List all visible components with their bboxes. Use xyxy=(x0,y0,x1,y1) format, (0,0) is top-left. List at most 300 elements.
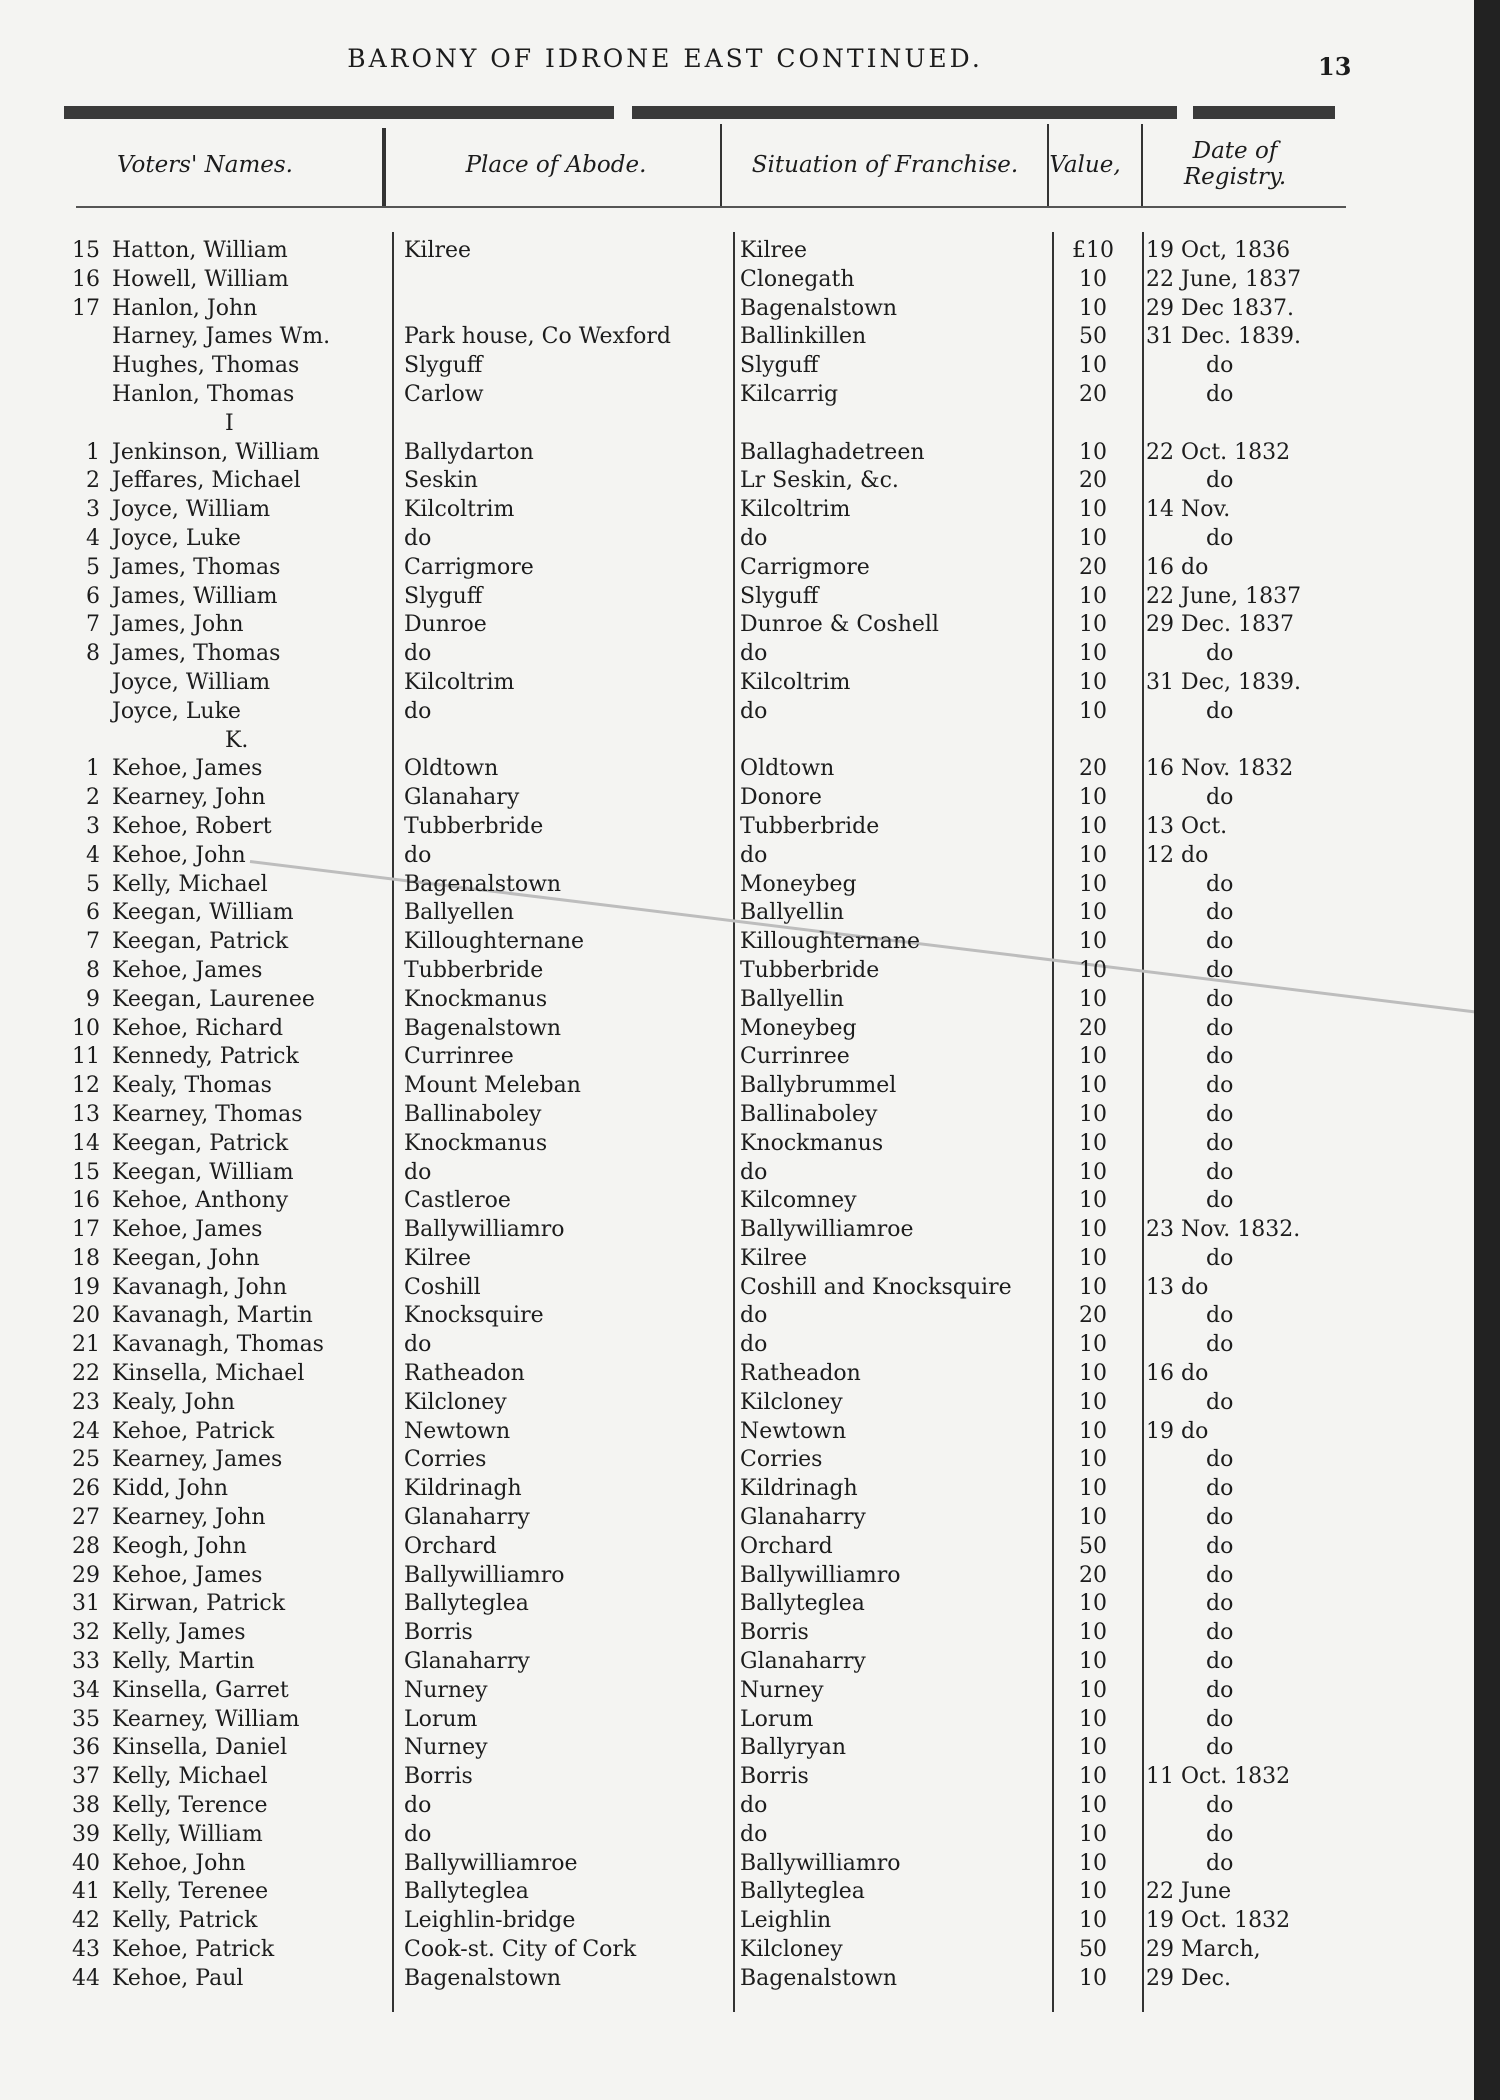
situation-of-franchise: Ballyellin xyxy=(740,900,845,926)
value: £10 xyxy=(1072,238,1114,263)
date-of-registry: do xyxy=(1206,1649,1234,1675)
table-row xyxy=(0,1302,1474,1331)
value: 20 xyxy=(1079,468,1107,494)
situation-of-franchise: Ratheadon xyxy=(740,1361,861,1387)
place-of-abode: Park house, Co Wexford xyxy=(404,324,671,350)
place-of-abode: Orchard xyxy=(404,1533,497,1559)
voter-number: 23 xyxy=(72,1389,100,1415)
place-of-abode: Dunroe xyxy=(404,612,487,638)
date-of-registry: 23 Nov. 1832. xyxy=(1146,1217,1301,1243)
voter-name: Kinsella, Michael xyxy=(112,1361,305,1387)
table-row xyxy=(0,957,1474,986)
situation-of-franchise: Ballywilliamro xyxy=(740,1850,901,1876)
voter-name: Kirwan, Patrick xyxy=(112,1591,286,1617)
table-row xyxy=(0,1389,1474,1418)
voter-name: Kinsella, Daniel xyxy=(112,1735,288,1761)
place-of-abode: Ballyellen xyxy=(404,900,515,926)
voter-name: Hanlon, John xyxy=(112,295,258,321)
table-row xyxy=(0,698,1474,727)
table-row xyxy=(0,1446,1474,1475)
table-row xyxy=(0,842,1474,871)
situation-of-franchise: Moneybeg xyxy=(740,1015,857,1041)
value: 10 xyxy=(1079,641,1107,667)
voter-number: 6 xyxy=(86,900,100,926)
voter-name: James, William xyxy=(112,583,278,609)
running-head: BARONY OF IDRONE EAST CONTINUED. xyxy=(347,44,983,73)
voter-number: 4 xyxy=(86,842,100,868)
table-row xyxy=(0,1360,1474,1389)
value: 20 xyxy=(1079,756,1107,782)
value: 10 xyxy=(1079,295,1107,321)
table-row xyxy=(0,1245,1474,1274)
date-of-registry: do xyxy=(1206,1044,1234,1070)
value: 10 xyxy=(1079,1965,1107,1991)
voter-name: Kelly, Michael xyxy=(112,871,268,897)
voter-name: Joyce, William xyxy=(112,497,271,523)
table-row xyxy=(0,467,1474,496)
value: 10 xyxy=(1079,871,1107,897)
situation-of-franchise: do xyxy=(740,1159,768,1185)
voter-number: 37 xyxy=(72,1764,100,1790)
table-row xyxy=(0,1015,1474,1044)
voter-number: 17 xyxy=(72,1217,100,1243)
voter-number: 3 xyxy=(86,497,100,523)
voter-name: Kavanagh, Martin xyxy=(112,1303,313,1329)
table-row xyxy=(0,1792,1474,1821)
voter-name: Kearney, James xyxy=(112,1447,283,1473)
table-row xyxy=(0,813,1474,842)
value: 10 xyxy=(1079,698,1107,724)
voter-name: Kennedy, Patrick xyxy=(112,1044,299,1070)
voter-name: Hughes, Thomas xyxy=(112,353,300,379)
date-of-registry: 13 Oct. xyxy=(1146,813,1228,839)
value: 10 xyxy=(1079,439,1107,465)
place-of-abode: do xyxy=(404,1821,432,1847)
place-of-abode: Ratheadon xyxy=(404,1361,525,1387)
voter-number: 18 xyxy=(72,1245,100,1271)
situation-of-franchise: Ballywilliamro xyxy=(740,1562,901,1588)
voter-number: 17 xyxy=(72,295,100,321)
value: 10 xyxy=(1079,957,1107,983)
voter-number: 20 xyxy=(72,1303,100,1329)
voter-name: Kelly, Martin xyxy=(112,1649,255,1675)
voter-name: Keegan, Patrick xyxy=(112,929,289,955)
table-row xyxy=(0,1043,1474,1072)
date-of-registry: 13 do xyxy=(1146,1274,1209,1300)
voter-name: Keegan, Patrick xyxy=(112,1130,289,1156)
voter-name: Kehoe, James xyxy=(112,1217,263,1243)
header-rule xyxy=(632,106,1177,119)
date-of-registry: do xyxy=(1206,986,1234,1012)
situation-of-franchise: Bagenalstown xyxy=(740,295,898,321)
table-row xyxy=(0,1850,1474,1879)
table-row xyxy=(0,899,1474,928)
situation-of-franchise: Currinree xyxy=(740,1044,850,1070)
date-of-registry: do xyxy=(1206,785,1234,811)
voter-number: 3 xyxy=(86,813,100,839)
voter-number: 28 xyxy=(72,1533,100,1559)
value: 10 xyxy=(1079,1332,1107,1358)
voter-name: Kavanagh, Thomas xyxy=(112,1332,324,1358)
voter-name: Kearney, John xyxy=(112,1505,266,1531)
date-of-registry: do xyxy=(1206,1562,1234,1588)
situation-of-franchise: Kilcloney xyxy=(740,1389,843,1415)
situation-of-franchise: Slyguff xyxy=(740,353,819,379)
situation-of-franchise: Nurney xyxy=(740,1677,824,1703)
situation-of-franchise: Knockmanus xyxy=(740,1130,884,1156)
place-of-abode: Borris xyxy=(404,1764,473,1790)
situation-of-franchise: Killoughternane xyxy=(740,929,921,955)
voter-name: Kehoe, John xyxy=(112,842,246,868)
table-row xyxy=(0,1763,1474,1792)
voter-number: 33 xyxy=(72,1649,100,1675)
value: 10 xyxy=(1079,1505,1107,1531)
place-of-abode: Ballydarton xyxy=(404,439,534,465)
voter-name: Keegan, William xyxy=(112,900,294,926)
situation-of-franchise: Glanaharry xyxy=(740,1649,866,1675)
date-of-registry: 29 Dec 1837. xyxy=(1146,295,1294,321)
value: 50 xyxy=(1079,1937,1107,1963)
voter-name: Keegan, John xyxy=(112,1245,260,1271)
table-row xyxy=(0,1274,1474,1303)
place-of-abode: Seskin xyxy=(404,468,478,494)
section-letter-row xyxy=(0,727,1474,756)
voter-name: Joyce, Luke xyxy=(112,698,241,724)
date-of-registry: do xyxy=(1206,1188,1234,1214)
voter-number: 12 xyxy=(72,1073,100,1099)
table-row xyxy=(0,554,1474,583)
table-row xyxy=(0,1418,1474,1447)
place-of-abode: Corries xyxy=(404,1447,487,1473)
place-of-abode: Knocksquire xyxy=(404,1303,544,1329)
table-row xyxy=(0,1101,1474,1130)
situation-of-franchise: Ballybrummel xyxy=(740,1073,897,1099)
value: 10 xyxy=(1079,929,1107,955)
date-of-registry: do xyxy=(1206,1850,1234,1876)
voter-number: 25 xyxy=(72,1447,100,1473)
voter-number: 5 xyxy=(86,871,100,897)
situation-of-franchise: Dunroe & Coshell xyxy=(740,612,939,638)
situation-of-franchise: Kilcarrig xyxy=(740,381,839,407)
date-of-registry: 31 Dec, 1839. xyxy=(1146,669,1301,695)
table-row xyxy=(0,439,1474,468)
date-of-registry: do xyxy=(1206,957,1234,983)
situation-of-franchise: Kilree xyxy=(740,1245,808,1271)
place-of-abode: Bagenalstown xyxy=(404,1015,562,1041)
voter-number: 1 xyxy=(86,756,100,782)
place-of-abode: Nurney xyxy=(404,1735,488,1761)
value: 10 xyxy=(1079,1476,1107,1502)
situation-of-franchise: Orchard xyxy=(740,1533,833,1559)
voter-number: 39 xyxy=(72,1821,100,1847)
voter-number: 16 xyxy=(72,266,100,292)
voter-number: 14 xyxy=(72,1130,100,1156)
place-of-abode: Lorum xyxy=(404,1706,478,1732)
situation-of-franchise: Kilcoltrim xyxy=(740,669,851,695)
date-of-registry: do xyxy=(1206,353,1234,379)
date-of-registry: 19 Oct. 1832 xyxy=(1146,1908,1291,1934)
voter-number: 34 xyxy=(72,1677,100,1703)
date-of-registry: 11 Oct. 1832 xyxy=(1146,1764,1291,1790)
value: 10 xyxy=(1079,900,1107,926)
value: 10 xyxy=(1079,1706,1107,1732)
situation-of-franchise: Tubberbride xyxy=(740,813,880,839)
situation-of-franchise: Oldtown xyxy=(740,756,835,782)
place-of-abode: Glanahary xyxy=(404,785,520,811)
date-of-registry: 22 June, 1837 xyxy=(1146,266,1302,292)
place-of-abode: Kilree xyxy=(404,238,472,263)
situation-of-franchise: Kilree xyxy=(740,238,808,263)
value: 50 xyxy=(1079,1533,1107,1559)
place-of-abode: Glanaharry xyxy=(404,1505,530,1531)
place-of-abode: Knockmanus xyxy=(404,1130,548,1156)
table-row xyxy=(0,1562,1474,1591)
situation-of-franchise: do xyxy=(740,1303,768,1329)
situation-of-franchise: Borris xyxy=(740,1764,809,1790)
place-of-abode: Oldtown xyxy=(404,756,499,782)
place-of-abode: Kilcoltrim xyxy=(404,497,515,523)
place-of-abode: do xyxy=(404,525,432,551)
value: 10 xyxy=(1079,1245,1107,1271)
place-of-abode: Ballywilliamro xyxy=(404,1562,565,1588)
voter-name: Kehoe, Paul xyxy=(112,1965,244,1991)
date-of-registry: do xyxy=(1206,468,1234,494)
value: 10 xyxy=(1079,1649,1107,1675)
date-of-registry: 14 Nov. xyxy=(1146,497,1231,523)
voter-name: James, John xyxy=(112,612,244,638)
value: 10 xyxy=(1079,266,1107,292)
table-row xyxy=(0,1072,1474,1101)
situation-of-franchise: do xyxy=(740,641,768,667)
situation-of-franchise: Kildrinagh xyxy=(740,1476,858,1502)
place-of-abode: do xyxy=(404,842,432,868)
voter-name: Keegan, Laurenee xyxy=(112,986,315,1012)
situation-of-franchise: do xyxy=(740,698,768,724)
table-row xyxy=(0,237,1474,266)
table-row xyxy=(0,1907,1474,1936)
situation-of-franchise: Tubberbride xyxy=(740,957,880,983)
voter-name: Jeffares, Michael xyxy=(112,468,301,494)
value: 50 xyxy=(1079,324,1107,350)
table-row xyxy=(0,1878,1474,1907)
date-of-registry: do xyxy=(1206,1073,1234,1099)
table-row xyxy=(0,1475,1474,1504)
date-of-registry: 16 Nov. 1832 xyxy=(1146,756,1294,782)
table-row xyxy=(0,295,1474,324)
date-of-registry: 31 Dec. 1839. xyxy=(1146,324,1301,350)
column-header-place-of-abode: Place of Abode. xyxy=(465,152,647,178)
voter-name: Kelly, William xyxy=(112,1821,263,1847)
value: 20 xyxy=(1079,1015,1107,1041)
place-of-abode: Slyguff xyxy=(404,583,483,609)
voter-name: Kehoe, James xyxy=(112,1562,263,1588)
date-of-registry: do xyxy=(1206,929,1234,955)
voter-name: Hanlon, Thomas xyxy=(112,381,295,407)
table-row xyxy=(0,928,1474,957)
table-row xyxy=(0,525,1474,554)
value: 10 xyxy=(1079,1677,1107,1703)
situation-of-franchise: Glanaharry xyxy=(740,1505,866,1531)
voter-number: 6 xyxy=(86,583,100,609)
voter-number: 32 xyxy=(72,1620,100,1646)
voter-number: 2 xyxy=(86,468,100,494)
situation-of-franchise: Ballinkillen xyxy=(740,324,867,350)
column-header-situation-of-franchise: Situation of Franchise. xyxy=(751,152,1019,178)
voter-name: Kehoe, Richard xyxy=(112,1015,284,1041)
table-row xyxy=(0,1590,1474,1619)
place-of-abode: Ballywilliamroe xyxy=(404,1850,578,1876)
value: 10 xyxy=(1079,1217,1107,1243)
value: 10 xyxy=(1079,1073,1107,1099)
situation-of-franchise: Bagenalstown xyxy=(740,1965,898,1991)
voter-name: Kehoe, John xyxy=(112,1850,246,1876)
place-of-abode: Currinree xyxy=(404,1044,514,1070)
date-of-registry: do xyxy=(1206,900,1234,926)
voter-number: 44 xyxy=(72,1965,100,1991)
voter-number: 5 xyxy=(86,554,100,580)
voter-name: Kelly, Terence xyxy=(112,1793,268,1819)
voter-name: James, Thomas xyxy=(112,554,281,580)
place-of-abode: Kilcoltrim xyxy=(404,669,515,695)
place-of-abode: Mount Meleban xyxy=(404,1073,581,1099)
place-of-abode: do xyxy=(404,1159,432,1185)
voter-number: 38 xyxy=(72,1793,100,1819)
value: 10 xyxy=(1079,612,1107,638)
value: 10 xyxy=(1079,1188,1107,1214)
place-of-abode: Leighlin-bridge xyxy=(404,1908,576,1934)
date-of-registry: 22 Oct. 1832 xyxy=(1146,439,1291,465)
voter-name: Kelly, Patrick xyxy=(112,1908,258,1934)
table-row xyxy=(0,1216,1474,1245)
table-row xyxy=(0,755,1474,784)
date-of-registry: do xyxy=(1206,1130,1234,1156)
voter-name: Kehoe, James xyxy=(112,756,263,782)
voter-number: 24 xyxy=(72,1418,100,1444)
place-of-abode: Killoughternane xyxy=(404,929,585,955)
place-of-abode: Kildrinagh xyxy=(404,1476,522,1502)
table-row xyxy=(0,784,1474,813)
place-of-abode: Ballyteglea xyxy=(404,1879,529,1905)
table-row xyxy=(0,1648,1474,1677)
situation-of-franchise: do xyxy=(740,842,768,868)
date-of-registry: do xyxy=(1206,525,1234,551)
place-of-abode: Castleroe xyxy=(404,1188,511,1214)
table-row xyxy=(0,1331,1474,1360)
date-of-registry: do xyxy=(1206,1620,1234,1646)
date-of-registry: 29 March, xyxy=(1146,1937,1261,1963)
voter-number: 29 xyxy=(72,1562,100,1588)
place-of-abode: Kilcloney xyxy=(404,1389,507,1415)
voter-number: 40 xyxy=(72,1850,100,1876)
situation-of-franchise: do xyxy=(740,1821,768,1847)
date-of-registry: do xyxy=(1206,1821,1234,1847)
value: 20 xyxy=(1079,1562,1107,1588)
section-letter-row xyxy=(0,410,1474,439)
voter-name: Joyce, William xyxy=(112,669,271,695)
voter-number: 27 xyxy=(72,1505,100,1531)
value: 20 xyxy=(1079,1303,1107,1329)
situation-of-franchise: Ballyryan xyxy=(740,1735,847,1761)
situation-of-franchise: Ballyteglea xyxy=(740,1879,865,1905)
situation-of-franchise: Moneybeg xyxy=(740,871,857,897)
value: 10 xyxy=(1079,525,1107,551)
voter-name: Kealy, John xyxy=(112,1389,235,1415)
place-of-abode: Tubberbride xyxy=(404,813,544,839)
date-of-registry: do xyxy=(1206,1303,1234,1329)
value: 10 xyxy=(1079,1361,1107,1387)
situation-of-franchise: Corries xyxy=(740,1447,823,1473)
place-of-abode: Ballinaboley xyxy=(404,1101,542,1127)
table-row xyxy=(0,1965,1474,1994)
voter-name: Joyce, Luke xyxy=(112,525,241,551)
situation-of-franchise: Ballyellin xyxy=(740,986,845,1012)
date-of-registry: do xyxy=(1206,1159,1234,1185)
value: 10 xyxy=(1079,1274,1107,1300)
situation-of-franchise: Kilcloney xyxy=(740,1937,843,1963)
value: 10 xyxy=(1079,1389,1107,1415)
page-number: 13 xyxy=(1318,52,1352,81)
table-row xyxy=(0,1159,1474,1188)
table-row xyxy=(0,1533,1474,1562)
section-letter: K. xyxy=(225,727,249,753)
value: 10 xyxy=(1079,1101,1107,1127)
place-of-abode: Carlow xyxy=(404,381,484,407)
column-divider xyxy=(382,128,386,208)
value: 10 xyxy=(1079,1764,1107,1790)
voter-name: Kelly, Terenee xyxy=(112,1879,269,1905)
voter-number: 15 xyxy=(72,238,100,263)
situation-of-franchise: Newtown xyxy=(740,1418,847,1444)
place-of-abode: Newtown xyxy=(404,1418,511,1444)
voter-number: 8 xyxy=(86,641,100,667)
voter-number: 36 xyxy=(72,1735,100,1761)
voter-name: Kelly, James xyxy=(112,1620,246,1646)
place-of-abode: do xyxy=(404,641,432,667)
value: 10 xyxy=(1079,1821,1107,1847)
voter-name: James, Thomas xyxy=(112,641,281,667)
place-of-abode: Kilree xyxy=(404,1245,472,1271)
value: 10 xyxy=(1079,1447,1107,1473)
table-row xyxy=(0,640,1474,669)
voter-name: Jenkinson, William xyxy=(112,439,320,465)
voter-number: 31 xyxy=(72,1591,100,1617)
situation-of-franchise: Ballinaboley xyxy=(740,1101,878,1127)
voter-number: 7 xyxy=(86,612,100,638)
value: 20 xyxy=(1079,554,1107,580)
column-header-voters-names: Voters' Names. xyxy=(116,152,293,178)
voter-number: 7 xyxy=(86,929,100,955)
place-of-abode: do xyxy=(404,1793,432,1819)
place-of-abode: Carrigmore xyxy=(404,554,534,580)
table-row xyxy=(0,496,1474,525)
voter-name: Howell, William xyxy=(112,266,289,292)
value: 10 xyxy=(1079,1418,1107,1444)
situation-of-franchise: Coshill and Knocksquire xyxy=(740,1274,1012,1300)
situation-of-franchise: Slyguff xyxy=(740,583,819,609)
value: 10 xyxy=(1079,1793,1107,1819)
table-row xyxy=(0,1504,1474,1533)
voter-name: Kealy, Thomas xyxy=(112,1073,272,1099)
table-row xyxy=(0,266,1474,295)
value: 10 xyxy=(1079,1591,1107,1617)
situation-of-franchise: Carrigmore xyxy=(740,554,870,580)
value: 10 xyxy=(1079,785,1107,811)
value: 10 xyxy=(1079,1908,1107,1934)
table-row xyxy=(0,1619,1474,1648)
voter-number: 26 xyxy=(72,1476,100,1502)
value: 10 xyxy=(1079,669,1107,695)
value: 10 xyxy=(1079,1044,1107,1070)
